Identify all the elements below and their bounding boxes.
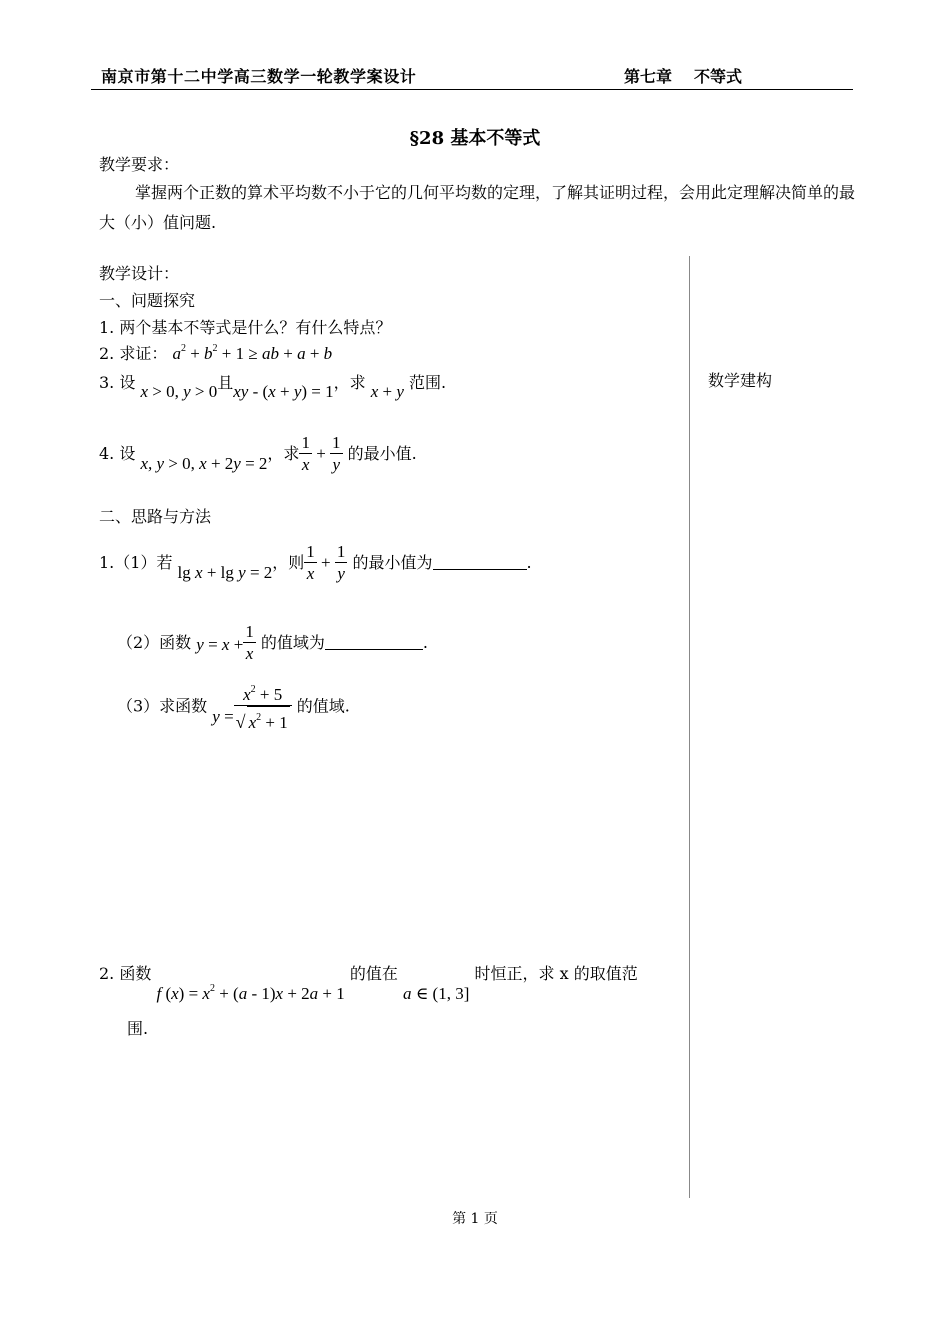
lesson-title: §28 基本不等式 [409, 128, 541, 149]
fraction-1-over-y: $\frac{1}{y}$ [336, 542, 346, 583]
formula-p2-function: f $(x) = x^2 + (a - 1)x + 2a + 1$ [156, 983, 345, 1003]
fraction-p1c: $\frac{x^2 + 5}{√ x^2 + 1}$ [234, 680, 292, 734]
formula-q4-condition: x, y > 0, x + 2y = 2 [140, 454, 268, 473]
question-4-ask: ，求 [267, 444, 300, 463]
question-1: 1. 两个基本不等式是什么？有什么特点？ [99, 318, 392, 337]
page-number: 第 1 页 [452, 1211, 498, 1227]
problem-2-continuation: 围. [127, 1019, 149, 1038]
question-3-suffix: 范围. [409, 373, 447, 392]
problem-1b: （2）函数 y = x + $\frac{1}{x}$ 的值域为 . [117, 622, 429, 663]
problem-1a-label: 1.（1）若 [99, 553, 173, 572]
problem-1c [117, 680, 350, 734]
answer-blank-1a[interactable] [433, 555, 527, 570]
problem-1a: 1.（1）若 lg x + lg y = 2，则 $\frac{1}{x}$ + $\frac{1}{y}$ 的最小值为 . [99, 542, 532, 583]
question-4: 4. 设 x, y > 0, x + 2y = 2，求 $\frac{1}{x}$ + $\frac{1}{y}$ 的最小值. [99, 433, 417, 474]
side-note: 数学建构 [708, 371, 773, 390]
question-3-ask: ，求 [333, 373, 366, 392]
formula-p1a-condition: lg x + lg y = 2 [177, 563, 273, 582]
design-label: 教学设计： [99, 264, 180, 283]
problem-1b-suffix: 的值域为 [260, 633, 325, 652]
fraction-1-over-x: $\frac{1}{x}$ [245, 622, 254, 663]
question-3-label: 3. 设 [99, 373, 136, 392]
section-2-heading: 二、思路与方法 [99, 507, 212, 526]
section-1-heading: 一、问题探究 [99, 291, 196, 310]
formula-p1c-lhs: y = [212, 706, 234, 726]
fraction-1-over-x: $\frac{1}{x}$ [306, 542, 315, 583]
question-3-and: 且 [217, 373, 234, 392]
requirements-text: 掌握两个正数的算术平均数不小于它的几何平均数的定理，了解其证明过程，会用此定理解决简单的最大（小）值问题. [99, 183, 856, 232]
fraction-1-over-x: $\frac{1}{x}$ [301, 433, 310, 474]
problem-2-suffix: 的取值范 [573, 964, 638, 983]
formula-p1b: y = x + [196, 635, 244, 654]
problem-1c-suffix: 的值域. [296, 696, 350, 716]
formula-p2-domain: a ∈ (1, 3] [402, 984, 470, 1003]
question-4-suffix: 的最小值. [347, 444, 417, 463]
header-chapter [624, 64, 742, 87]
fraction-1-over-y: $\frac{1}{y}$ [332, 433, 341, 474]
problem-2-ask: 时恒正，求 [474, 964, 555, 983]
problem-2 [99, 961, 638, 1003]
question-4-label: 4. 设 [99, 444, 136, 463]
question-3 [99, 370, 447, 401]
chapter-title: 不等式 [694, 67, 743, 86]
formula-q3-condition: x > 0, y > 0 [140, 382, 218, 401]
requirements-label: 教学要求： [99, 155, 180, 174]
header-school-title: 南京市第十二中学高三数学一轮教学案设计 [101, 67, 417, 86]
problem-1a-then: ，则 [272, 553, 305, 572]
problem-2-label: 2. 函数 [99, 964, 152, 983]
formula-q3-target: x + y [370, 382, 404, 401]
problem-1a-suffix: 的最小值为 [352, 553, 433, 572]
header-divider [91, 89, 853, 90]
problem-1c-label: （3）求函数 [117, 696, 208, 716]
formula-q3-equation: xy - (x + y) = 1 [233, 382, 334, 401]
question-2 [99, 341, 332, 364]
chapter-number: 第七章 [624, 67, 673, 86]
formula-q2: $a^2 + b^2 + 1$ ≥ ab + a + b [172, 343, 333, 363]
problem-2-variable: x [559, 964, 569, 983]
answer-blank-1b[interactable] [325, 635, 423, 650]
question-2-label: 2. 求证： [99, 344, 168, 363]
column-divider [689, 256, 690, 1198]
problem-1b-label: （2）函数 [117, 633, 192, 652]
problem-2-mid: 的值在 [349, 964, 398, 983]
